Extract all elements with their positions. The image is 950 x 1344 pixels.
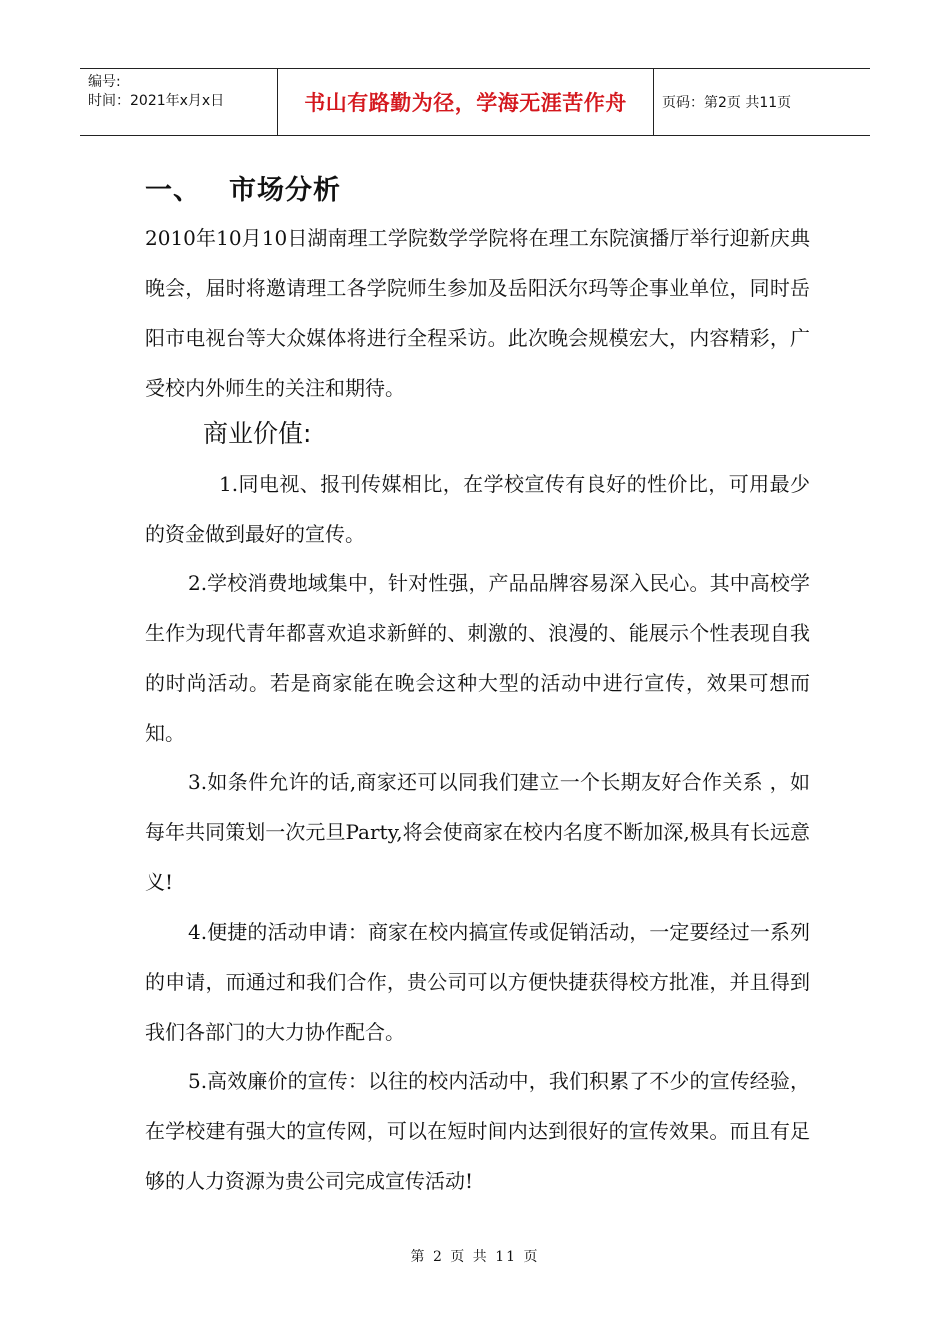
number-label: 编号: [88, 74, 121, 90]
point-5: 5.高效廉价的宣传：以往的校内活动中，我们积累了不少的宣传经验，在学校建有强大的宣传网，可以在短时间内达到很好的宣传效果。而且有足够的人力资源为贵公司完成宣传活动! [145, 1069, 810, 1193]
date-label: 时间：2021年x月x日 [88, 93, 225, 109]
header-meta [80, 69, 278, 135]
intro-paragraph: 2010年10月10日湖南理工学院数学学院将在理工东院演播厅举行迎新庆典晚会，届时将邀请理工各学院师生参加及岳阳沃尔玛等企事业单位，同时岳阳市电视台等大众媒体将进行全程采访。此次晚会规模宏大，内容精彩，广受校内外师生的关注和期待。 [145, 226, 810, 400]
section-title: 市场分析 [229, 175, 341, 206]
page-footer: 第 2 页 共 11 页 [410, 1249, 540, 1265]
section-heading [145, 168, 341, 207]
point-3: 3.如条件允许的话,商家还可以同我们建立一个长期友好合作关系 ，如每年共同策划一次元旦Party,将会使商家在校内名度不断加深,极具有长远意义! [145, 770, 810, 894]
document-header [80, 68, 870, 136]
subsection-title: 商业价值: [203, 419, 312, 448]
point-2: 2.学校消费地域集中，针对性强，产品品牌容易深入民心。其中高校学生作为现代青年都喜欢追求新鲜的、刺激的、浪漫的、能展示个性表现自我的时尚活动。若是商家能在晚会这种大型的活动中进行宣传，效果可想而知。 [145, 571, 810, 745]
header-page-info: 页码：第2页 共11页 [662, 95, 792, 111]
point-4: 4.便捷的活动申请：商家在校内搞宣传或促销活动，一定要经过一系列的申请，而通过和我们合作，贵公司可以方便快捷获得校方批准，并且得到我们各部门的大力协作配合。 [145, 920, 810, 1044]
point-1: 1.同电视、报刊传媒相比，在学校宣传有良好的性价比，可用最少的资金做到最好的宣传。 [145, 472, 810, 546]
section-number: 一、 [145, 175, 201, 206]
header-motto: 书山有路勤为径，学海无涯苦作舟 [278, 69, 654, 135]
